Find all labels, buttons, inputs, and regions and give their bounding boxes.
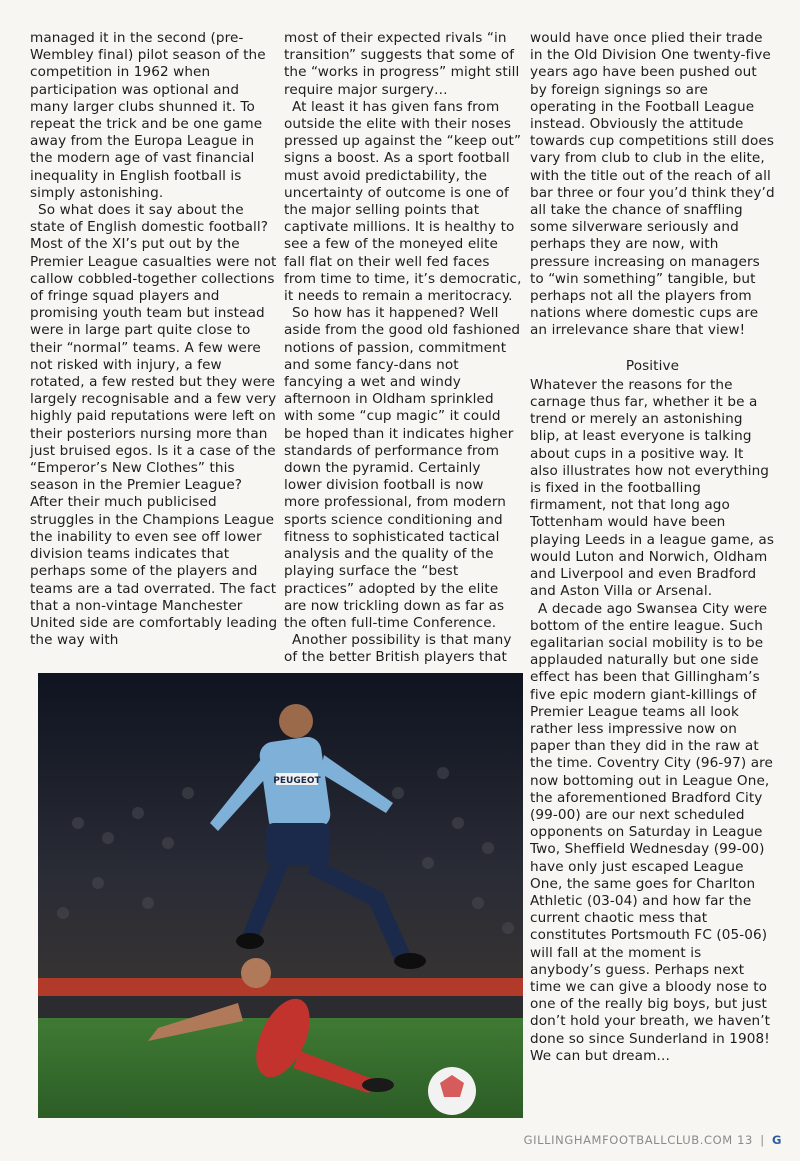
paragraph: Whatever the reasons for the carnage thus far, whether it be a trend or merely an astonishing blip, at least everyone is talking about cups in a positive way. It also illustrates how not everything is fixed in the footballing firmament, not that long ago Tottenham would have been playing Leeds in a league game, as would Luton and Norwich, Oldham and Liverpool and even Bradford and Aston Villa or Arsenal. (530, 376, 774, 600)
club-logo-icon: G (771, 1133, 782, 1147)
club-website: GILLINGHAMFOOTBALLCLUB.COM (523, 1133, 733, 1147)
paragraph: Another possibility is that many of the better British players that (284, 632, 512, 666)
paragraph: At least it has given fans from outside the elite with their noses pressed up against the “keep out” signs a boost. As a sport football must avoid predictability, the uncertainty of outcome is one of the major selling points that captivate millions. It is healthy to see a few of the moneyed elite fall flat on their well fed faces from time to time, it’s democratic, it needs to remain a meritocracy. (284, 98, 522, 305)
paragraph: So how has it happened? Well aside from the good old fashioned notions of passion, commitment and some fancy-dans not fancying a wet and windy afternoon in Oldham sprinkled with some “cup magic” it could be hoped than it indicates higher standards of performance from down the pyramid. Certainly lower division football is now more professional, from modern sports science conditioning and fitness to sophisticated tactical analysis and the quality of the playing surface the “best practices” adopted by the elite are now trickling down as far as the often full-time Conference. (284, 305, 521, 631)
page-footer (524, 1133, 782, 1147)
paragraph: managed it in the second (pre-Wembley final) pilot season of the competition in 1962 when participation was optional and many larger clubs shunned it. To repeat the trick and be one game away from the Europa League in the modern age of vast financial inequality in English football is simply astonishing. (30, 30, 266, 201)
football (428, 1067, 476, 1115)
article-column-2 (284, 30, 522, 667)
section-subheading: Positive (625, 357, 680, 374)
article-column-1 (30, 30, 278, 649)
shirt-sponsor: PEUGEOT (273, 776, 321, 786)
match-photo-illustration (38, 673, 523, 1118)
article-column-3 (530, 30, 775, 1065)
page-number: 13 (737, 1133, 753, 1147)
footer-separator: | (760, 1133, 765, 1147)
paragraph: would have once plied their trade in the Old Division One twenty-five years ago have been pushed out by foreign signings so are operating in the Football League instead. Obviously the attitude towards cup competitions still does vary from club to club in the elite, with the title out of the reach of all bar three or four you’d think they’d all take the chance of snaffling some silverware seriously and perhaps they are now, with pressure increasing on managers to “win something” tangible, but perhaps not all the players from nations where domestic cups are an irrelevance share that view! (530, 30, 775, 339)
paragraph: A decade ago Swansea City were bottom of the entire league. Such egalitarian social mobility is to be applauded naturally but one side effect has been that Gillingham’s five epic modern giant-killings of Premier League teams all look rather less impressive now on paper than they did in the raw at the time. Coventry City (96-97) are now bottoming out in League One, the aforementioned Bradford City (99-00) are our next scheduled opponents on Saturday in League Two, Sheffield Wednesday (99-00) have only just escaped League One, the same goes for Charlton Athletic (03-04) and how far the current chaotic mess that constitutes Portsmouth FC (05-06) will fall at the moment is anybody’s guess. Perhaps next time we can give a bloody nose to one of the really big boys, but just don’t hold your breath, we haven’t done so since Sunderland in 1908! We can but dream… (530, 600, 773, 1064)
match-photo (38, 673, 523, 1118)
paragraph: most of their expected rivals “in transition” suggests that some of the “works in progress” might still require major surgery… (284, 30, 520, 98)
paragraph: So what does it say about the state of English domestic football? Most of the XI’s put out by the Premier League casualties were not callow cobbled-together collections of fringe squad players and promising youth team but instead were in large part quite close to their “normal” teams. A few were not risked with injury, a few rotated, a few rested but they were largely recognisable and a few very highly paid reputations were left on their posteriors nursing more than just bruised egos. Is it a case of the “Emperor’s New Clothes” this season in the Premier League? After their much publicised struggles in the Champions League the inability to even see off lower division teams indicates that perhaps some of the players and teams are a tad overrated. The fact that a non-vintage Manchester United side are comfortably leading the way with (30, 202, 278, 649)
